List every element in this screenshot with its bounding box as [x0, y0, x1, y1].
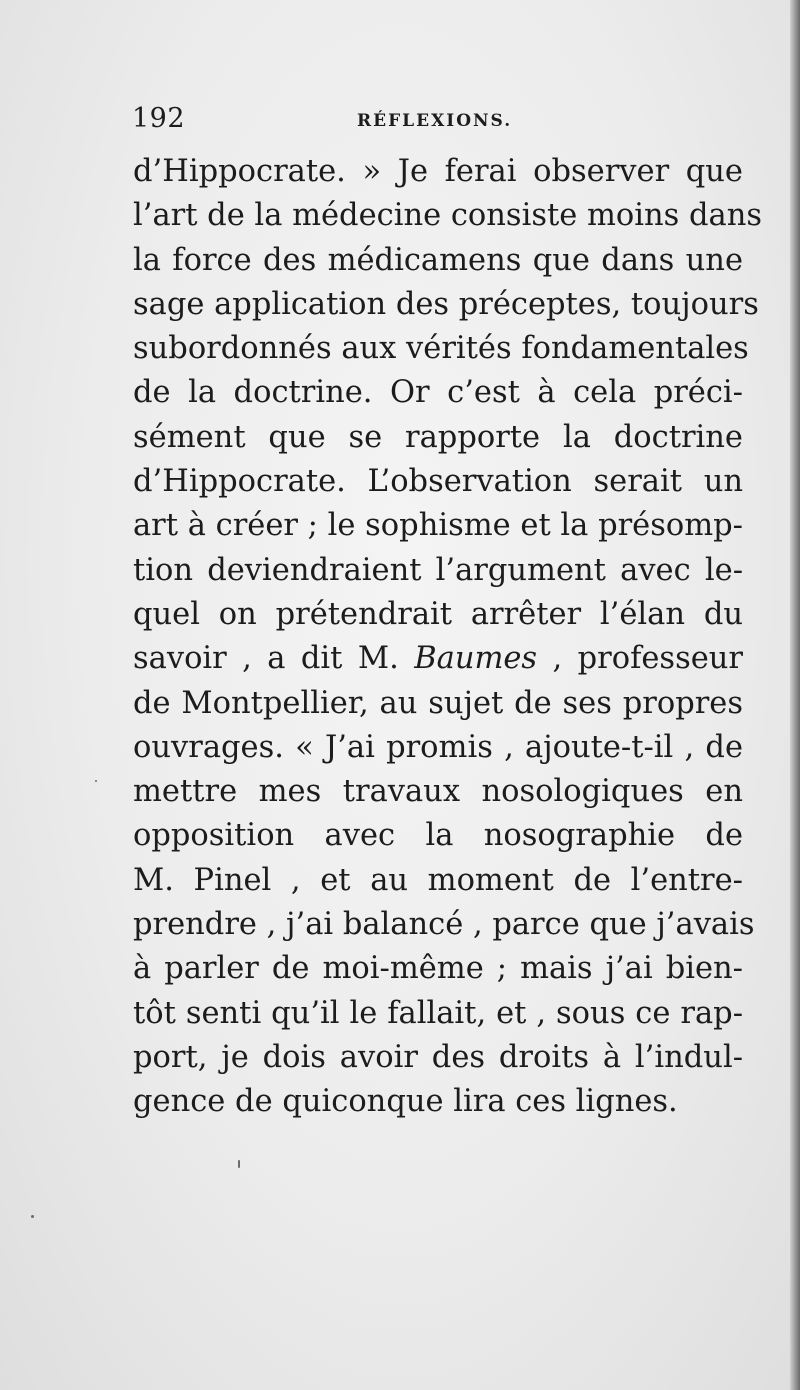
paper-speck: [238, 1160, 240, 1168]
text-segment: , professeur: [537, 641, 744, 677]
paper-speck: [95, 780, 97, 782]
text-line: d’Hippocrate. L’observation serait un: [133, 464, 743, 500]
italic-name: Baumes: [414, 641, 538, 677]
text-line: prendre , j’ai balancé , parce que j’avais: [133, 907, 755, 943]
text-line: de la doctrine. Or c’est à cela préci-: [133, 375, 743, 411]
text-line: tion deviendraient l’argument avec le-: [133, 552, 743, 588]
text-line: à parler de moi-même ; mais j’ai bien-: [133, 951, 743, 987]
text-line: quel on prétendrait arrêter l’élan du: [133, 596, 743, 632]
text-line: sage application des préceptes, toujours: [133, 286, 759, 322]
page-header: [132, 103, 742, 143]
running-title: RÉFLEXIONS.: [357, 111, 513, 131]
text-line: opposition avec la nosographie de: [133, 818, 743, 854]
text-line: sément que se rapporte la doctrine: [133, 419, 743, 455]
text-line-last: gence de quiconque lira ces lignes.: [133, 1084, 678, 1120]
text-line: de Montpellier, au sujet de ses propres: [133, 685, 743, 721]
body-text: [133, 150, 763, 1125]
text-line: ouvrages. « J’ai promis , ajoute-t-il , de: [133, 729, 743, 765]
text-line: M. Pinel , et au moment de l’entre-: [133, 862, 743, 898]
paper-speck: [31, 1215, 34, 1218]
text-line: tôt senti qu’il le fallait, et , sous ce rap-: [133, 995, 743, 1031]
text-line: d’Hippocrate. » Je ferai observer que: [133, 154, 743, 189]
page-number: 192: [132, 103, 186, 134]
text-line: la force des médicamens que dans une: [133, 242, 743, 278]
text-segment: savoir , a dit M.: [133, 641, 415, 677]
text-line: art à créer ; le sophisme et la présomp-: [133, 508, 743, 544]
text-line: mettre mes travaux nosologiques en: [133, 774, 743, 810]
text-line: l’art de la médecine consiste moins dans: [133, 198, 763, 234]
text-line: subordonnés aux vérités fondamentales: [133, 331, 749, 367]
text-line-with-italic: [133, 637, 743, 681]
page-edge-shadow: [790, 0, 800, 1390]
text-line: port, je dois avoir des droits à l’indul-: [133, 1039, 743, 1075]
